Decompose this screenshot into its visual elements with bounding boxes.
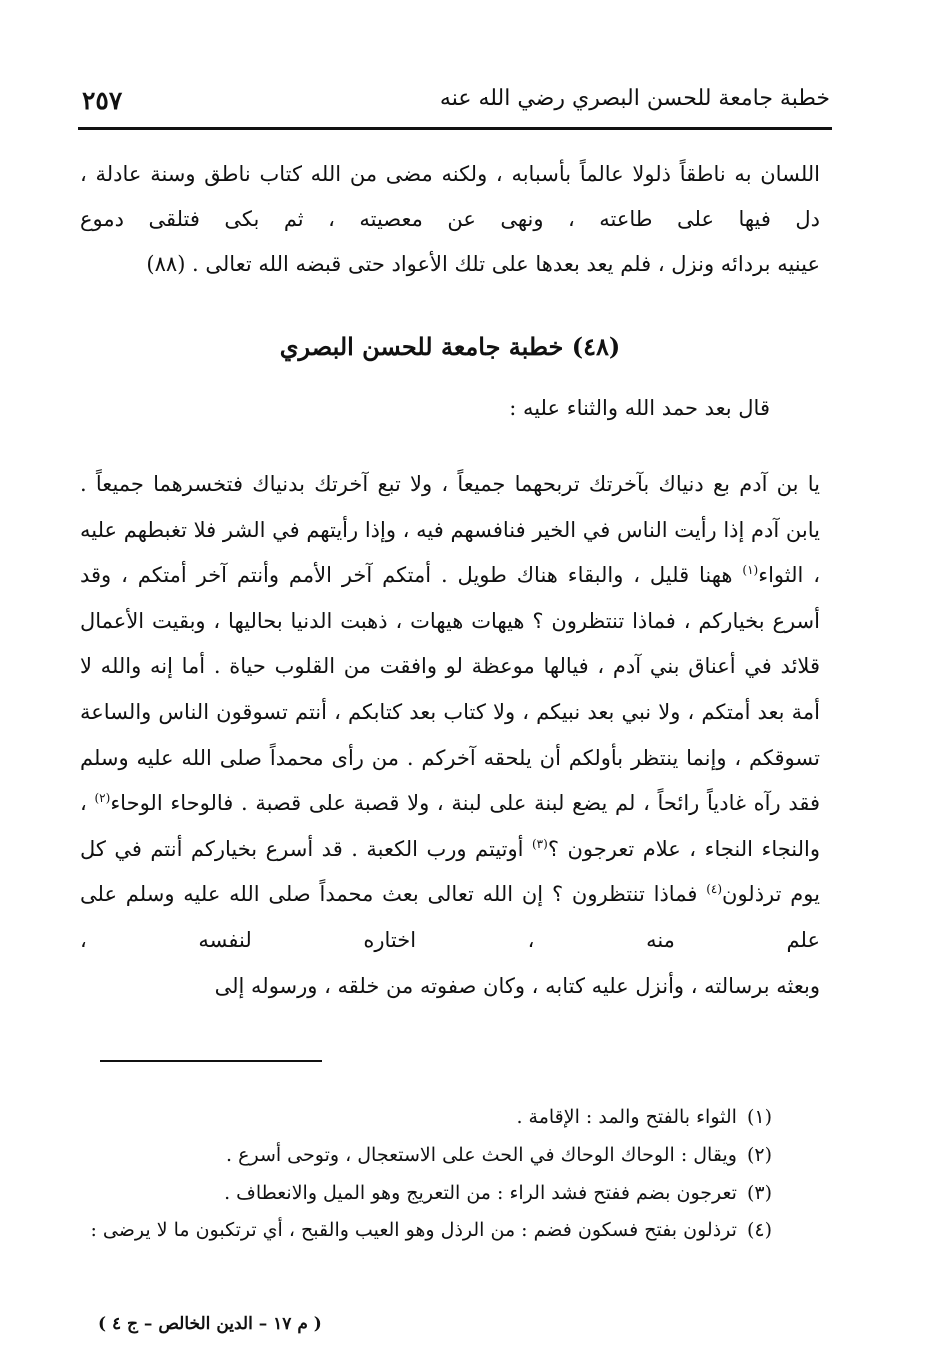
intro-line: عينيه بردائه ونزل ، فلم يعد بعدها على تلك الأعواد حتى قبضه الله تعالى . (٨٨) [146,252,820,276]
footnote-text: تعرجون بضم ففتح فشد الراء : من التعريج وهو الميل والانعطاف . [224,1182,737,1204]
footnote-number: (١) [746,1106,772,1128]
body-line: آدم ، فيالها موعظة لو وافقت من القلوب حياة . أما إنه والله لا أمة بعد [80,654,820,724]
footnote-ref-3[interactable]: (٣) [531,836,548,851]
running-header [80,82,830,122]
body-line: وبعثه برسالته ، وأنزل عليه كتابه ، وكان صفوته من خلقه ، ورسوله إلى [214,973,820,998]
section-title: (٤٨) خطبة جامعة للحسن البصري [279,332,621,361]
page-number: ٢٥٧ [82,86,123,115]
footnote-text: ويقال : الوحاك الوحاك في الحث على الاستعجال ، وتوحى أسرع . [226,1144,737,1166]
body-line-text: ، والنجاء النجاء ، علام تعرجون ؟ [80,791,820,861]
body-line-text: أوتيتم [475,836,524,861]
body-line-text: ههنا قليل ، والبقاء هناك طويل . [441,563,733,588]
header-rule [78,127,832,130]
body-line: أمتكم آخر الأمم وأنتم آخر أمتكم ، وقد أسرع بخياركم ، فماذا تنتظرون ؟ [80,563,820,633]
running-title: خطبة جامعة للحسن البصري رضي الله عنه [439,86,830,111]
body-line-text: ورب الكعبة . قد أسرع بخياركم أنتم في كل يوم ترذلون [80,836,820,907]
footnote-number: (٤) [746,1219,772,1241]
body-line: هيهات هيهات ، ذهبت الدنيا بحاليها ، وبقيت الأعمال قلائد في أعناق بني [80,608,820,679]
footnote-ref-2[interactable]: (٢) [94,791,111,806]
footnote-2 [100,1136,772,1174]
footnote-text: ترذلون بفتح فسكون فضم : من الرذل وهو العيب والقبح ، أي ترتكبون ما لا يرضى : [90,1219,737,1241]
body-line: يا بن آدم بع دنياك بآخرتك تربحهما جميعاً ، ولا تبع آخرتك بدنياك [252,472,820,496]
body-line: صلى الله عليه وسلم فقد رآه غادياً رائحاً ، لم يضع لبنة على لبنة ، ولا قصبة على [80,745,821,816]
section-opening: قال بعد حمد الله والثناء عليه : [509,396,770,420]
footnote-number: (٢) [746,1144,772,1166]
intro-line: اللسان به ناطقاً ذلولا عالماً بأسبابه ، ولكنه مضى من الله كتاب ناطق وسنة [150,162,821,186]
sermon-body [80,462,820,1009]
footnotes [90,1098,772,1248]
footnote-rule [100,1060,322,1062]
printer-signature: ( م ١٧ – الدين الخالص – ج ٤ ) [98,1314,322,1334]
footnote-4 [40,1212,772,1248]
footnote-ref-4[interactable]: (٤) [706,882,723,897]
intro-line: عادلة ، دل فيها على طاعته ، ونهى عن معصيته ، ثم بكى فتلقى دموع [80,162,820,231]
body-line: والساعة تسوقكم ، وإنما ينتظر بأولكم أن يلحقه آخركم . من رأى محمداً [80,699,820,770]
footnote-3 [100,1174,772,1212]
footnote-1 [100,1098,772,1136]
body-line: فتخسرهما جميعاً . يابن آدم إذا رأيت الناس في الخير فنافسهم فيه ، وإذا [80,472,820,542]
footnote-number: (٣) [746,1182,772,1204]
body-line-text: فماذا تنتظرون ؟ [551,882,698,907]
body-line: أمتكم ، ولا نبي بعد نبيكم ، ولا كتاب بعد كتابكم ، أنتم تسوقون الناس [158,699,751,724]
footnote-text: الثواء بالفتح والمد : الإقامة . [516,1106,737,1128]
body-line-text: رأيتهم في الشر فلا تغبطهم عليه ، الثواء [80,517,821,588]
footnote-ref-1[interactable]: (١) [742,563,759,578]
body-line-text: قصبة . فالوحاء الوحاء [110,791,302,816]
body-line: إن الله تعالى بعث محمداً صلى الله عليه وسلم على علم منه ، اختاره لنفسه ، [80,882,820,952]
intro-paragraph [80,152,820,287]
